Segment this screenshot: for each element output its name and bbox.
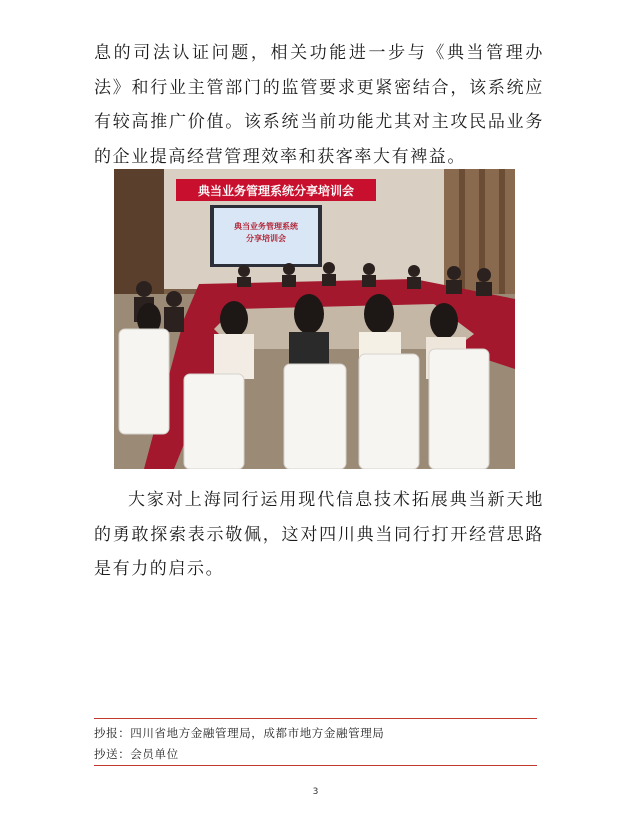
chair (429, 349, 489, 469)
footer-rule-bottom (94, 765, 537, 766)
cc-send-line: 抄送：会员单位 (94, 747, 179, 761)
chair (284, 364, 346, 469)
footer-rule-top (94, 718, 537, 719)
screen-title-line1: 典当业务管理系统 (234, 222, 298, 231)
page-number: 3 (312, 787, 319, 797)
body-paragraph-1: 息的司法认证问题，相关功能进一步与《典当管理办法》和行业主管部门的监管要求更紧密结合，该系统应有较高推广价值。该系统当前功能尤其对主攻民品业务的企业提高经营管理效率和获客率大有裨益。 (94, 43, 544, 167)
cc-report-line: 抄报：四川省地方金融管理局，成都市地方金融管理局 (94, 726, 385, 740)
body-paragraph-2: 大家对上海同行运用现代信息技术拓展典当新天地的勇敢探索表示敬佩，这对四川典当同行打开经营思路是有力的启示。 (94, 490, 544, 579)
chair (119, 329, 169, 434)
chair (184, 374, 244, 469)
screen-title-line2: 分享培训会 (246, 234, 286, 243)
meeting-photo (114, 169, 515, 469)
photo-banner-text: 典当业务管理系统分享培训会 (197, 184, 355, 198)
chair (359, 354, 419, 469)
